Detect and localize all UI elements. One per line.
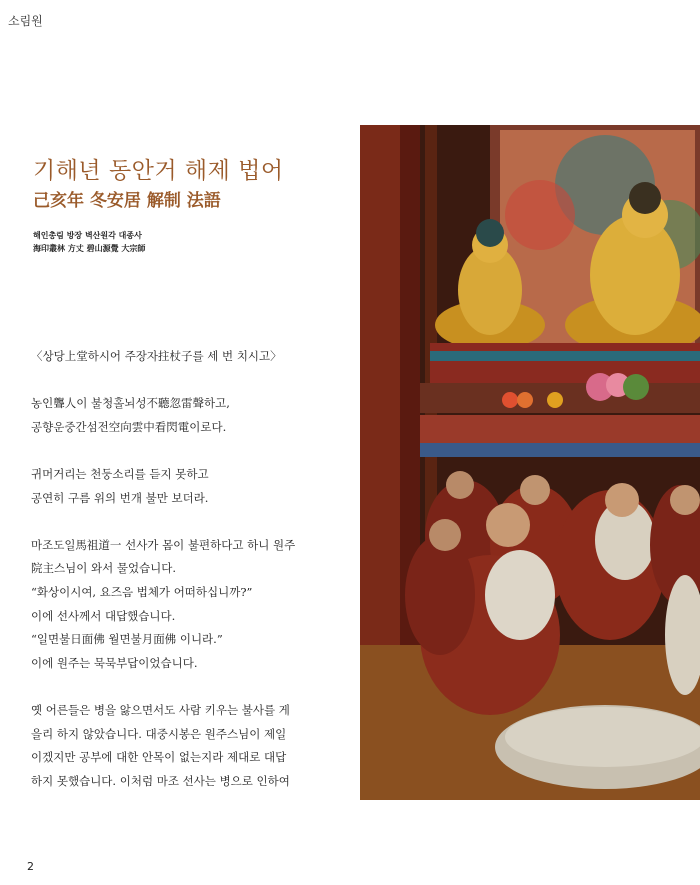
body-line: 〈상당上堂하시어 주장자拄杖子를 세 번 치시고〉: [31, 349, 282, 363]
body-line: 옛 어른들은 병을 앓으면서도 사람 키우는 불사를 게: [31, 702, 290, 717]
body-line: 농인聾人이 불청홀뇌성不聽忽雷聲하고,: [31, 396, 230, 411]
section-header: 소림원: [8, 14, 43, 28]
article-subtitle: 己亥年 冬安居 解制 法語: [33, 191, 221, 211]
body-line: 마조도일馬祖道一 선사가 몸이 불편하다고 하니 원주: [31, 537, 296, 552]
page-number: 2: [27, 860, 34, 873]
paragraph-gap: [31, 675, 331, 699]
body-line: 귀머거리는 천둥소리를 듣지 못하고: [31, 466, 209, 481]
body-line: 하지 못했습니다. 이처럼 마조 선사는 병으로 인하여: [31, 773, 290, 788]
author-line-hanja: 海印叢林 方丈 碧山源覺 大宗師: [33, 244, 146, 253]
body-text: [31, 345, 331, 793]
body-line: 이에 원주는 묵묵부답이었습니다.: [31, 655, 198, 670]
author-line-korean: 해인총림 방장 벽산원각 대종사: [33, 231, 142, 240]
body-line: 院主스님이 와서 물었습니다.: [31, 561, 177, 576]
body-line: 이에 선사께서 대답했습니다.: [31, 608, 176, 623]
temple-hall-monks-photo: [360, 125, 700, 800]
paragraph-gap: [31, 510, 331, 534]
paragraph-gap: [31, 369, 331, 393]
body-line: 이겠지만 공부에 대한 안목이 없는지라 제대로 대답: [31, 750, 287, 765]
body-line: “일면불日面佛 월면불月面佛 이니라.”: [31, 632, 223, 647]
body-line: 공향운중간섬전空向雲中看閃電이로다.: [31, 419, 227, 434]
body-line: 을리 하지 않았습니다. 대중시봉은 원주스님이 제일: [31, 726, 287, 741]
body-line: 공연히 구름 위의 번개 불만 보더라.: [31, 490, 209, 505]
article-title: 기해년 동안거 해제 법어: [33, 158, 284, 184]
body-line: “화상이시여, 요즈음 법체가 어떠하십니까?”: [31, 584, 253, 599]
author-block: [33, 229, 145, 255]
paragraph-gap: [31, 439, 331, 463]
